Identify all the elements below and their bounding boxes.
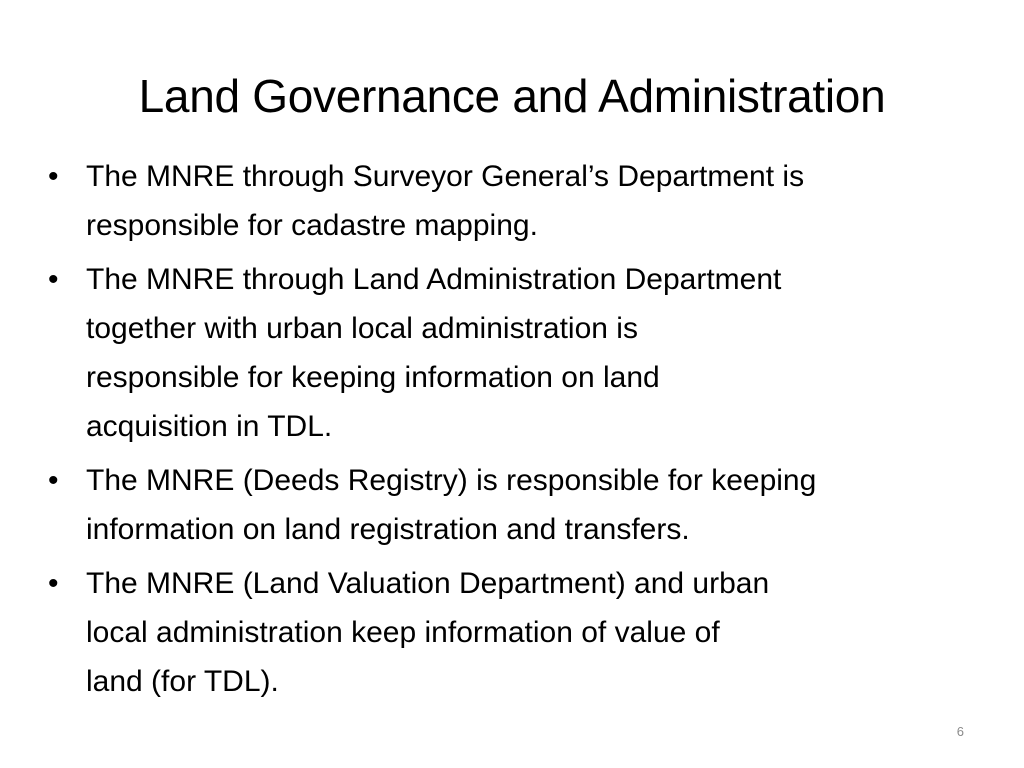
bullet-icon: • bbox=[48, 263, 59, 296]
bullet-text-line: land (for TDL). bbox=[86, 665, 279, 698]
bullet-item bbox=[48, 456, 968, 554]
bullet-list bbox=[48, 152, 968, 711]
bullet-text-line: local administration keep information of value of bbox=[86, 616, 720, 649]
bullet-text-line: The MNRE through Surveyor General’s Department is bbox=[86, 160, 805, 193]
bullet-text-line: The MNRE through Land Administration Department bbox=[86, 263, 782, 296]
bullet-icon: • bbox=[48, 160, 59, 193]
bullet-item bbox=[48, 152, 968, 250]
bullet-text-line: responsible for cadastre mapping. bbox=[86, 209, 538, 242]
page-number: 6 bbox=[956, 724, 964, 739]
bullet-text-line: The MNRE (Land Valuation Department) and urban bbox=[86, 567, 770, 600]
bullet-text-line: The MNRE (Deeds Registry) is responsible for keeping bbox=[86, 464, 817, 497]
bullet-text-line: responsible for keeping information on land bbox=[86, 361, 660, 394]
bullet-text-line: information on land registration and transfers. bbox=[86, 513, 690, 546]
bullet-icon: • bbox=[48, 464, 59, 497]
bullet-text-line: acquisition in TDL. bbox=[86, 410, 333, 443]
bullet-item bbox=[48, 255, 968, 451]
bullet-item bbox=[48, 559, 968, 706]
bullet-icon: • bbox=[48, 567, 59, 600]
bullet-text-line: together with urban local administration is bbox=[86, 312, 638, 345]
slide-title: Land Governance and Administration bbox=[138, 70, 886, 122]
